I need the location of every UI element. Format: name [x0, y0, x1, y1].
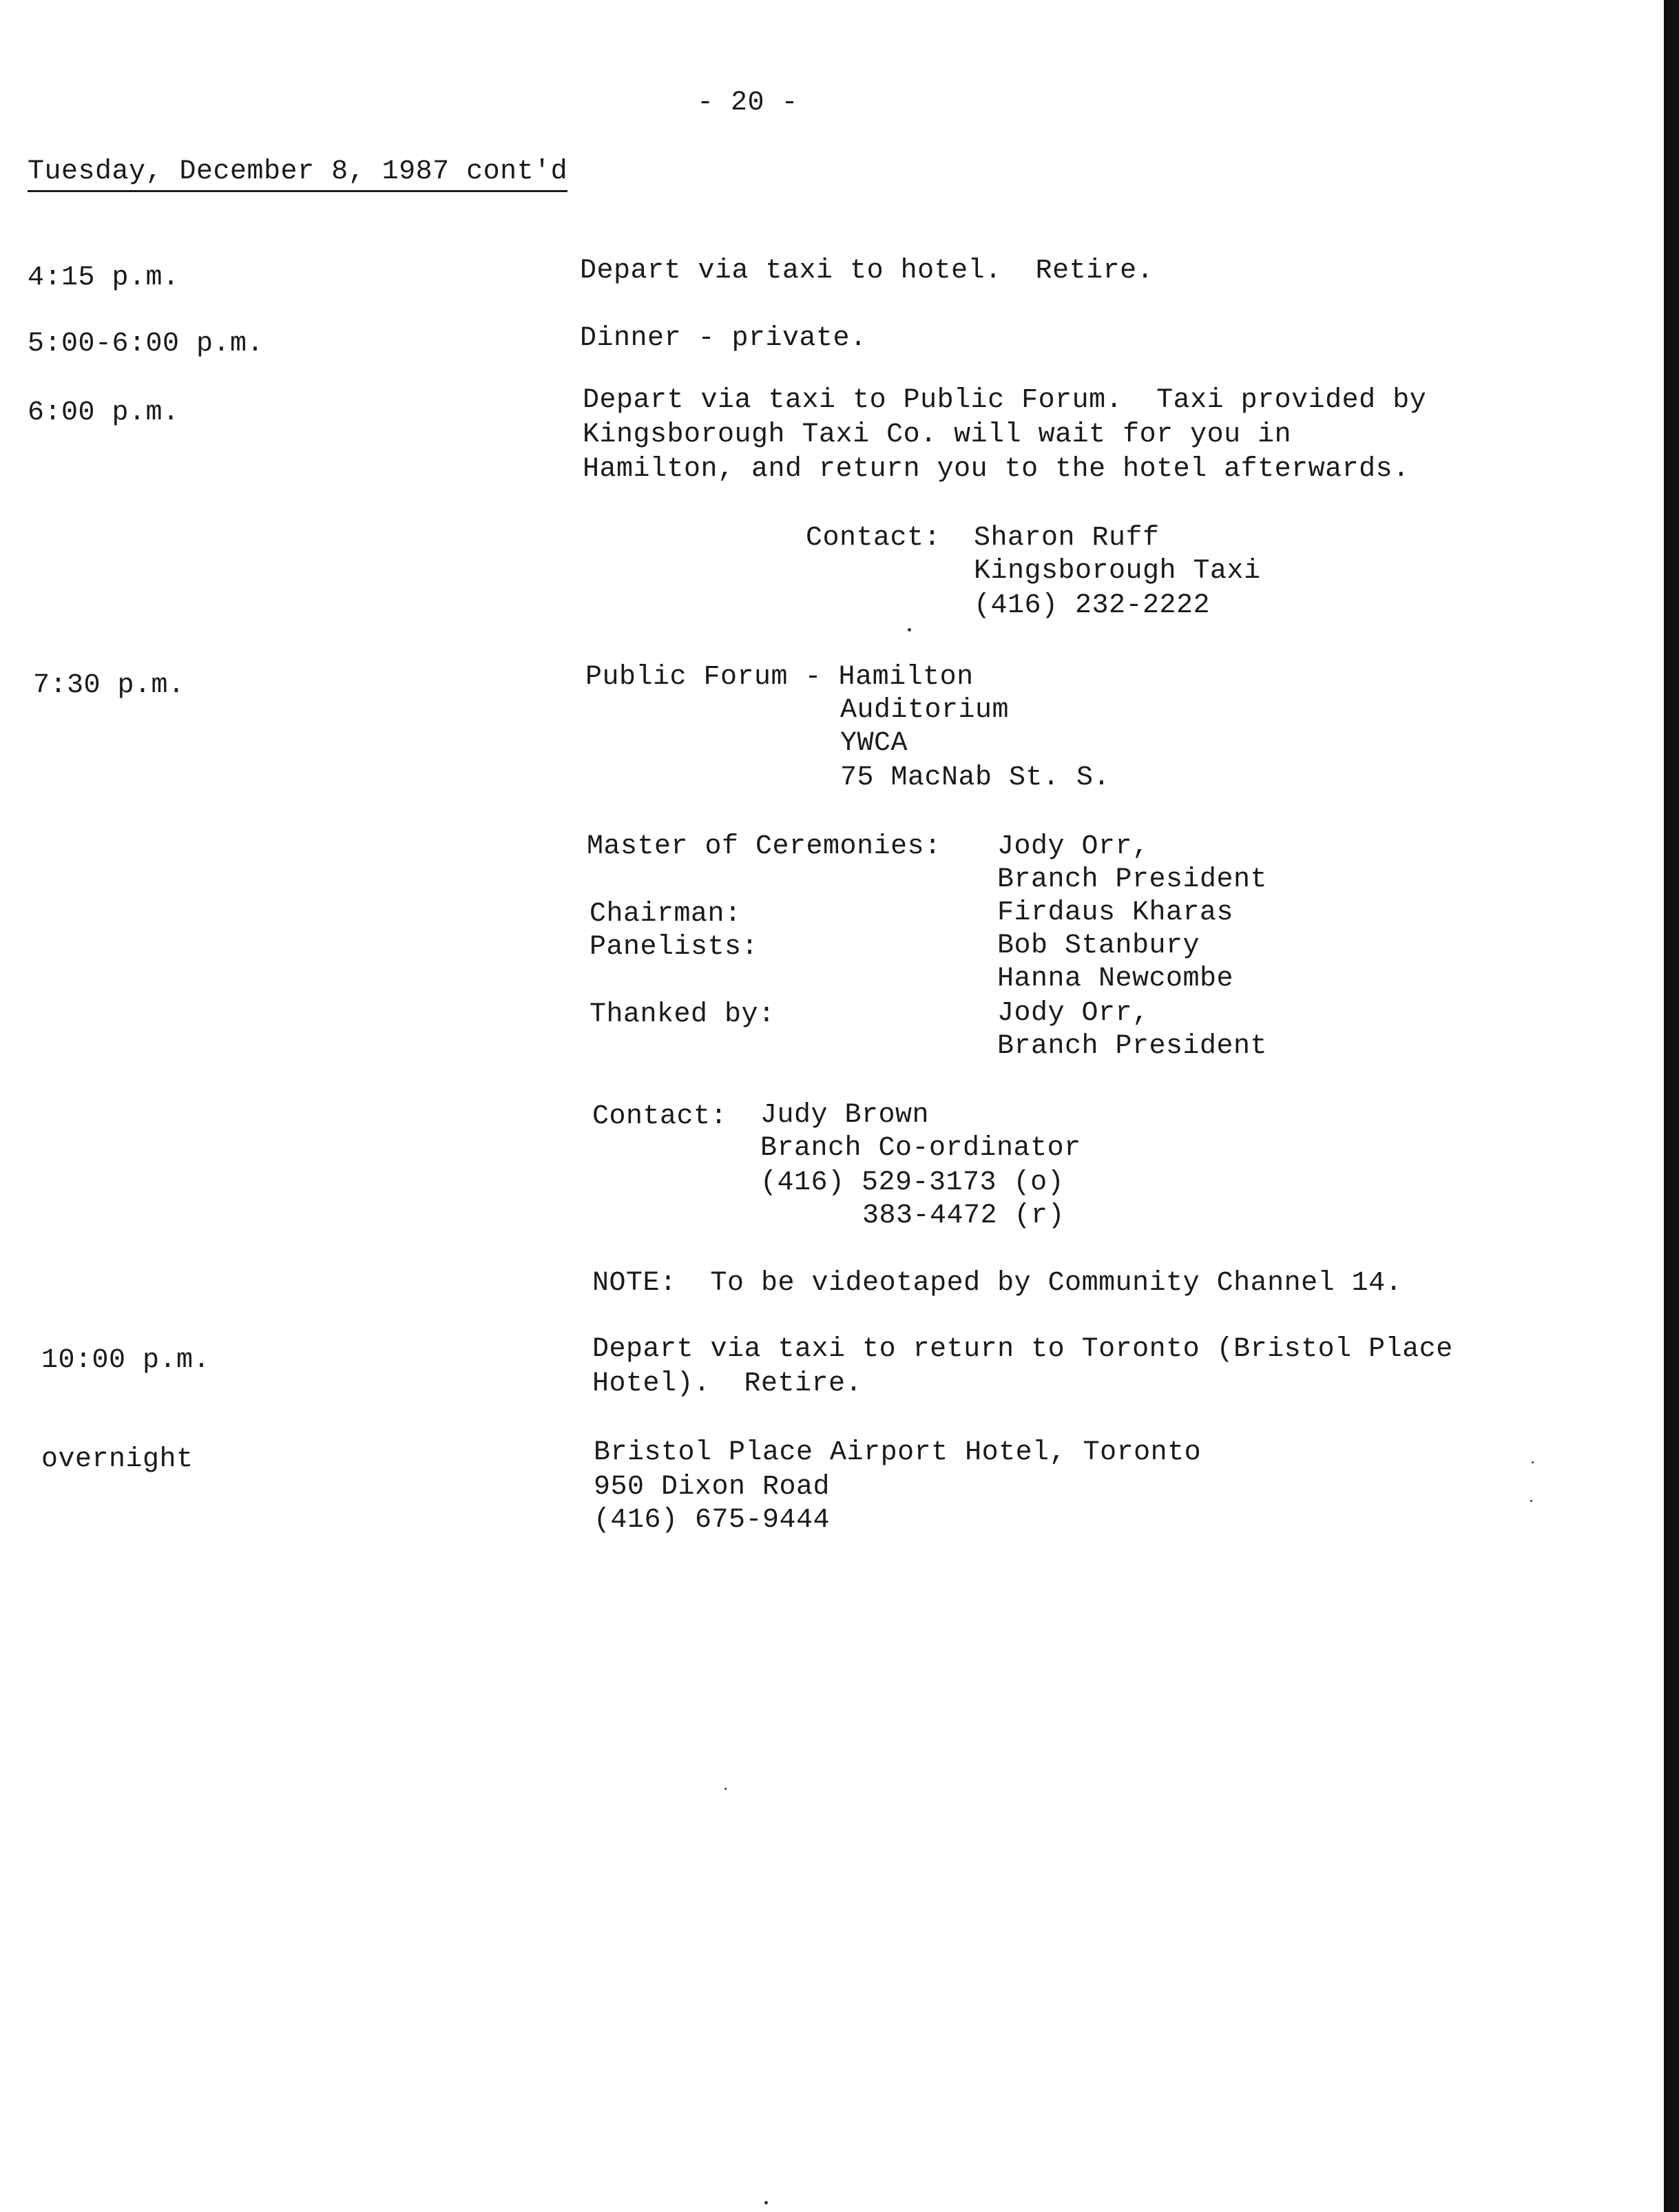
page-number: - 20 - — [697, 87, 799, 118]
contact-line: Kingsborough Taxi — [974, 556, 1261, 587]
scan-speck — [724, 1788, 727, 1790]
event-line: Hamilton, and return you to the hotel afterwards. — [583, 454, 1410, 485]
event-line: Kingsborough Taxi Co. will wait for you in — [583, 419, 1292, 450]
contact-line: Sharon Ruff — [974, 523, 1160, 554]
scan-speck — [908, 628, 911, 632]
venue-line: Auditorium — [840, 695, 1010, 726]
date-heading: Tuesday, December 8, 1987 cont'd — [28, 156, 567, 192]
forum-label: Public Forum - Hamilton — [585, 662, 974, 693]
event-line: (416) 675-9444 — [594, 1505, 831, 1536]
event-line: Depart via taxi to return to Toronto (Bristol Place — [592, 1334, 1453, 1365]
scan-speck — [1532, 1461, 1534, 1463]
event-line: Hotel). Retire. — [592, 1368, 863, 1399]
contact-line: (416) 529-3173 (o) — [760, 1167, 1065, 1198]
contact-label: Contact: — [592, 1101, 728, 1132]
role-label: Master of Ceremonies: — [587, 831, 941, 862]
scan-speck — [764, 2201, 768, 2204]
scan-speck — [1530, 1500, 1532, 1502]
role-name: Jody Orr, — [997, 831, 1149, 862]
contact-line: Judy Brown — [760, 1100, 930, 1131]
time-label: 6:00 p.m. — [28, 397, 180, 428]
contact-label: Contact: — [806, 523, 941, 554]
venue-line: YWCA — [840, 728, 908, 759]
time-label: 7:30 p.m. — [33, 670, 185, 701]
time-label: 5:00-6:00 p.m. — [28, 328, 264, 359]
time-label: overnight — [41, 1444, 194, 1475]
role-name: Branch President — [997, 864, 1268, 895]
event-line: 950 Dixon Road — [594, 1472, 831, 1503]
note-line: NOTE: To be videotaped by Community Channel 14. — [592, 1268, 1403, 1299]
role-name: Branch President — [997, 1031, 1268, 1062]
role-label: Chairman: — [590, 899, 742, 930]
role-name: Bob Stanbury — [997, 930, 1200, 961]
contact-line: 383-4472 (r) — [862, 1200, 1065, 1231]
role-name: Jody Orr, — [997, 998, 1149, 1029]
time-label: 10:00 p.m. — [41, 1345, 211, 1376]
role-label: Thanked by: — [590, 999, 775, 1030]
event-line: Bristol Place Airport Hotel, Toronto — [594, 1437, 1202, 1468]
role-label: Panelists: — [590, 932, 759, 963]
contact-line: Branch Co-ordinator — [760, 1133, 1081, 1164]
role-name: Hanna Newcombe — [997, 963, 1234, 994]
event-line: Depart via taxi to hotel. Retire. — [580, 255, 1154, 286]
event-line: Depart via taxi to Public Forum. Taxi provided by — [583, 385, 1427, 416]
venue-line: 75 MacNab St. S. — [840, 762, 1111, 793]
time-label: 4:15 p.m. — [28, 262, 180, 293]
role-name: Firdaus Kharas — [997, 897, 1234, 928]
event-line: Dinner - private. — [580, 323, 867, 354]
contact-line: (416) 232-2222 — [974, 590, 1211, 621]
scan-edge-shadow — [1664, 0, 1679, 2212]
